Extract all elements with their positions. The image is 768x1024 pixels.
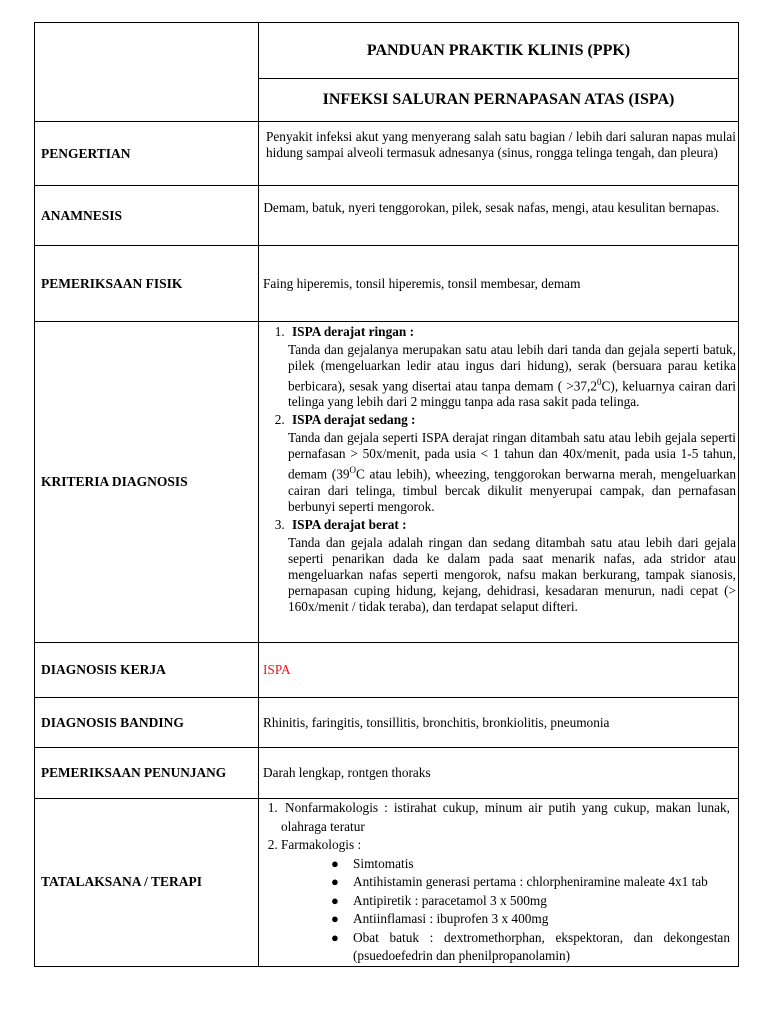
ppk-table	[34, 22, 739, 967]
kriteria-text: Tanda dan gejala seperti ISPA derajat ringan ditambah satu atau lebih gejala seperti pernafasan > 50x/menit, pada usia < 1 tahun dan 40x/menit, pada usia 1-5 tahun, demam ($39^OC$ atau lebih), wheezing, tenggorokan berwarna merah, mengeluarkan cairan dari telinga, timbul bercak dikulit menyerupai campak, dan pernafasan berbunyi seperti mengorok.	[288, 430, 736, 514]
label-diagnosis-kerja: DIAGNOSIS KERJA	[35, 643, 259, 698]
label-pemeriksaan-fisik: PEMERIKSAAN FISIK	[35, 246, 259, 322]
drug-item: ● Obat batuk : dextromethorphan, ekspektoran, dan dekongestan (psuedoefedrin dan phenilpropanolamin)	[331, 929, 730, 963]
anamnesis-text: Demam, batuk, nyeri tenggorokan, pilek, sesak nafas, mengi, atau kesulitan bernapas.	[259, 186, 739, 246]
document-subtitle: INFEKSI SALURAN PERNAPASAN ATAS (ISPA)	[259, 79, 739, 122]
label-diagnosis-banding: DIAGNOSIS BANDING	[35, 698, 259, 748]
diagnosis-banding-text: Rhinitis, faringitis, tonsillitis, bronchitis, bronkiolitis, pneumonia	[259, 698, 739, 748]
label-anamnesis: ANAMNESIS	[35, 186, 259, 246]
kriteria-heading: 3. ISPA derajat berat :	[292, 516, 407, 532]
tatalaksana-content	[259, 799, 739, 967]
kriteria-list	[259, 324, 738, 615]
bullet-icon: ●	[331, 855, 339, 871]
label-tatalaksana: TATALAKSANA / TERAPI	[35, 799, 259, 967]
kriteria-item-sedang	[288, 412, 736, 514]
diagnosis-kerja-text: ISPA	[259, 643, 739, 698]
pemeriksaan-fisik-text: Faing hiperemis, tonsil hiperemis, tonsil membesar, demam	[259, 246, 739, 322]
bullet-icon: ●	[331, 911, 339, 926]
bullet-icon: ●	[331, 874, 339, 889]
drug-item: ● Antipiretik : paracetamol 3 x 500mg	[331, 892, 730, 911]
drug-item: ● Antihistamin generasi pertama : chlorpheniramine maleate 4x1 tab	[331, 873, 730, 892]
kriteria-text: Tanda dan gejala adalah ringan dan sedang ditambah satu atau lebih dari gejala seperti penarikan dada ke dalam pada saat menarik nafas, ada stridor atau mengeluarkan nafas seperti mengorok, nafsu makan berkurang, tampak sianosis, pernapasan cuping hidung, kejang, dehidrasi, kesadaran menurun, nadi cepat (> 160x/menit / tidak teraba), dan terdapat selaput difteri.	[288, 534, 736, 614]
header-blank-cell	[35, 23, 259, 122]
pemeriksaan-penunjang-text: Darah lengkap, rontgen thoraks	[259, 748, 739, 799]
kriteria-text: Tanda dan gejalanya merupakan satu atau lebih dari tanda dan gejala seperti batuk, pilek (mengeluarkan ledir atau ingus dari hidung), serak (bersuara parau ketika berbicara), sesak yang disertai atau tanpa demam ( $>37,2^0C$), keluarnya cairan dari telinga yang lebih dari 2 minggu tanpa ada rasa sakit pada telinga.	[288, 342, 736, 410]
drug-item: ● Simtomatis	[331, 855, 730, 874]
terapi-list	[259, 799, 738, 966]
label-pengertian: PENGERTIAN	[35, 122, 259, 186]
bullet-icon: ●	[331, 929, 339, 945]
bullet-icon: ●	[331, 892, 339, 908]
drug-list	[281, 855, 730, 966]
pengertian-text: Penyakit infeksi akut yang menyerang salah satu bagian / lebih dari saluran napas mulai hidung sampai alveoli termasuk adnesanya (sinus, rongga telinga tengah, dan pleura)	[259, 122, 739, 186]
kriteria-diagnosis-content	[259, 322, 739, 643]
document-title: PANDUAN PRAKTIK KLINIS (PPK)	[259, 23, 739, 79]
terapi-nonfarmakologis: 1. Nonfarmakologis : istirahat cukup, minum air putih yang cukup, makan lunak, olahraga teratur	[281, 799, 730, 836]
drug-item: ● Antiinflamasi : ibuprofen 3 x 400mg	[331, 910, 730, 929]
kriteria-heading: 2. ISPA derajat sedang :	[292, 412, 416, 428]
kriteria-item-berat	[288, 517, 736, 615]
label-pemeriksaan-penunjang: PEMERIKSAAN PENUNJANG	[35, 748, 259, 799]
kriteria-item-ringan	[288, 324, 736, 410]
kriteria-heading: 1. ISPA derajat ringan :	[292, 324, 415, 339]
label-kriteria-diagnosis: KRITERIA DIAGNOSIS	[35, 322, 259, 643]
terapi-farmakologis: 2. Farmakologis : ● Simtomatis ● Antihistamin generasi pertama : chlorpheniramine maleate 4x1 tab ● Antipiretik : paracetamol 3 x 500mg ● Antiinflamasi : ibuprofen 3 x 400mg ● Obat batuk : dextromethorphan, ekspektoran, dan dekongestan (psuedoefedrin dan phenilpropanolamin)	[281, 836, 730, 966]
